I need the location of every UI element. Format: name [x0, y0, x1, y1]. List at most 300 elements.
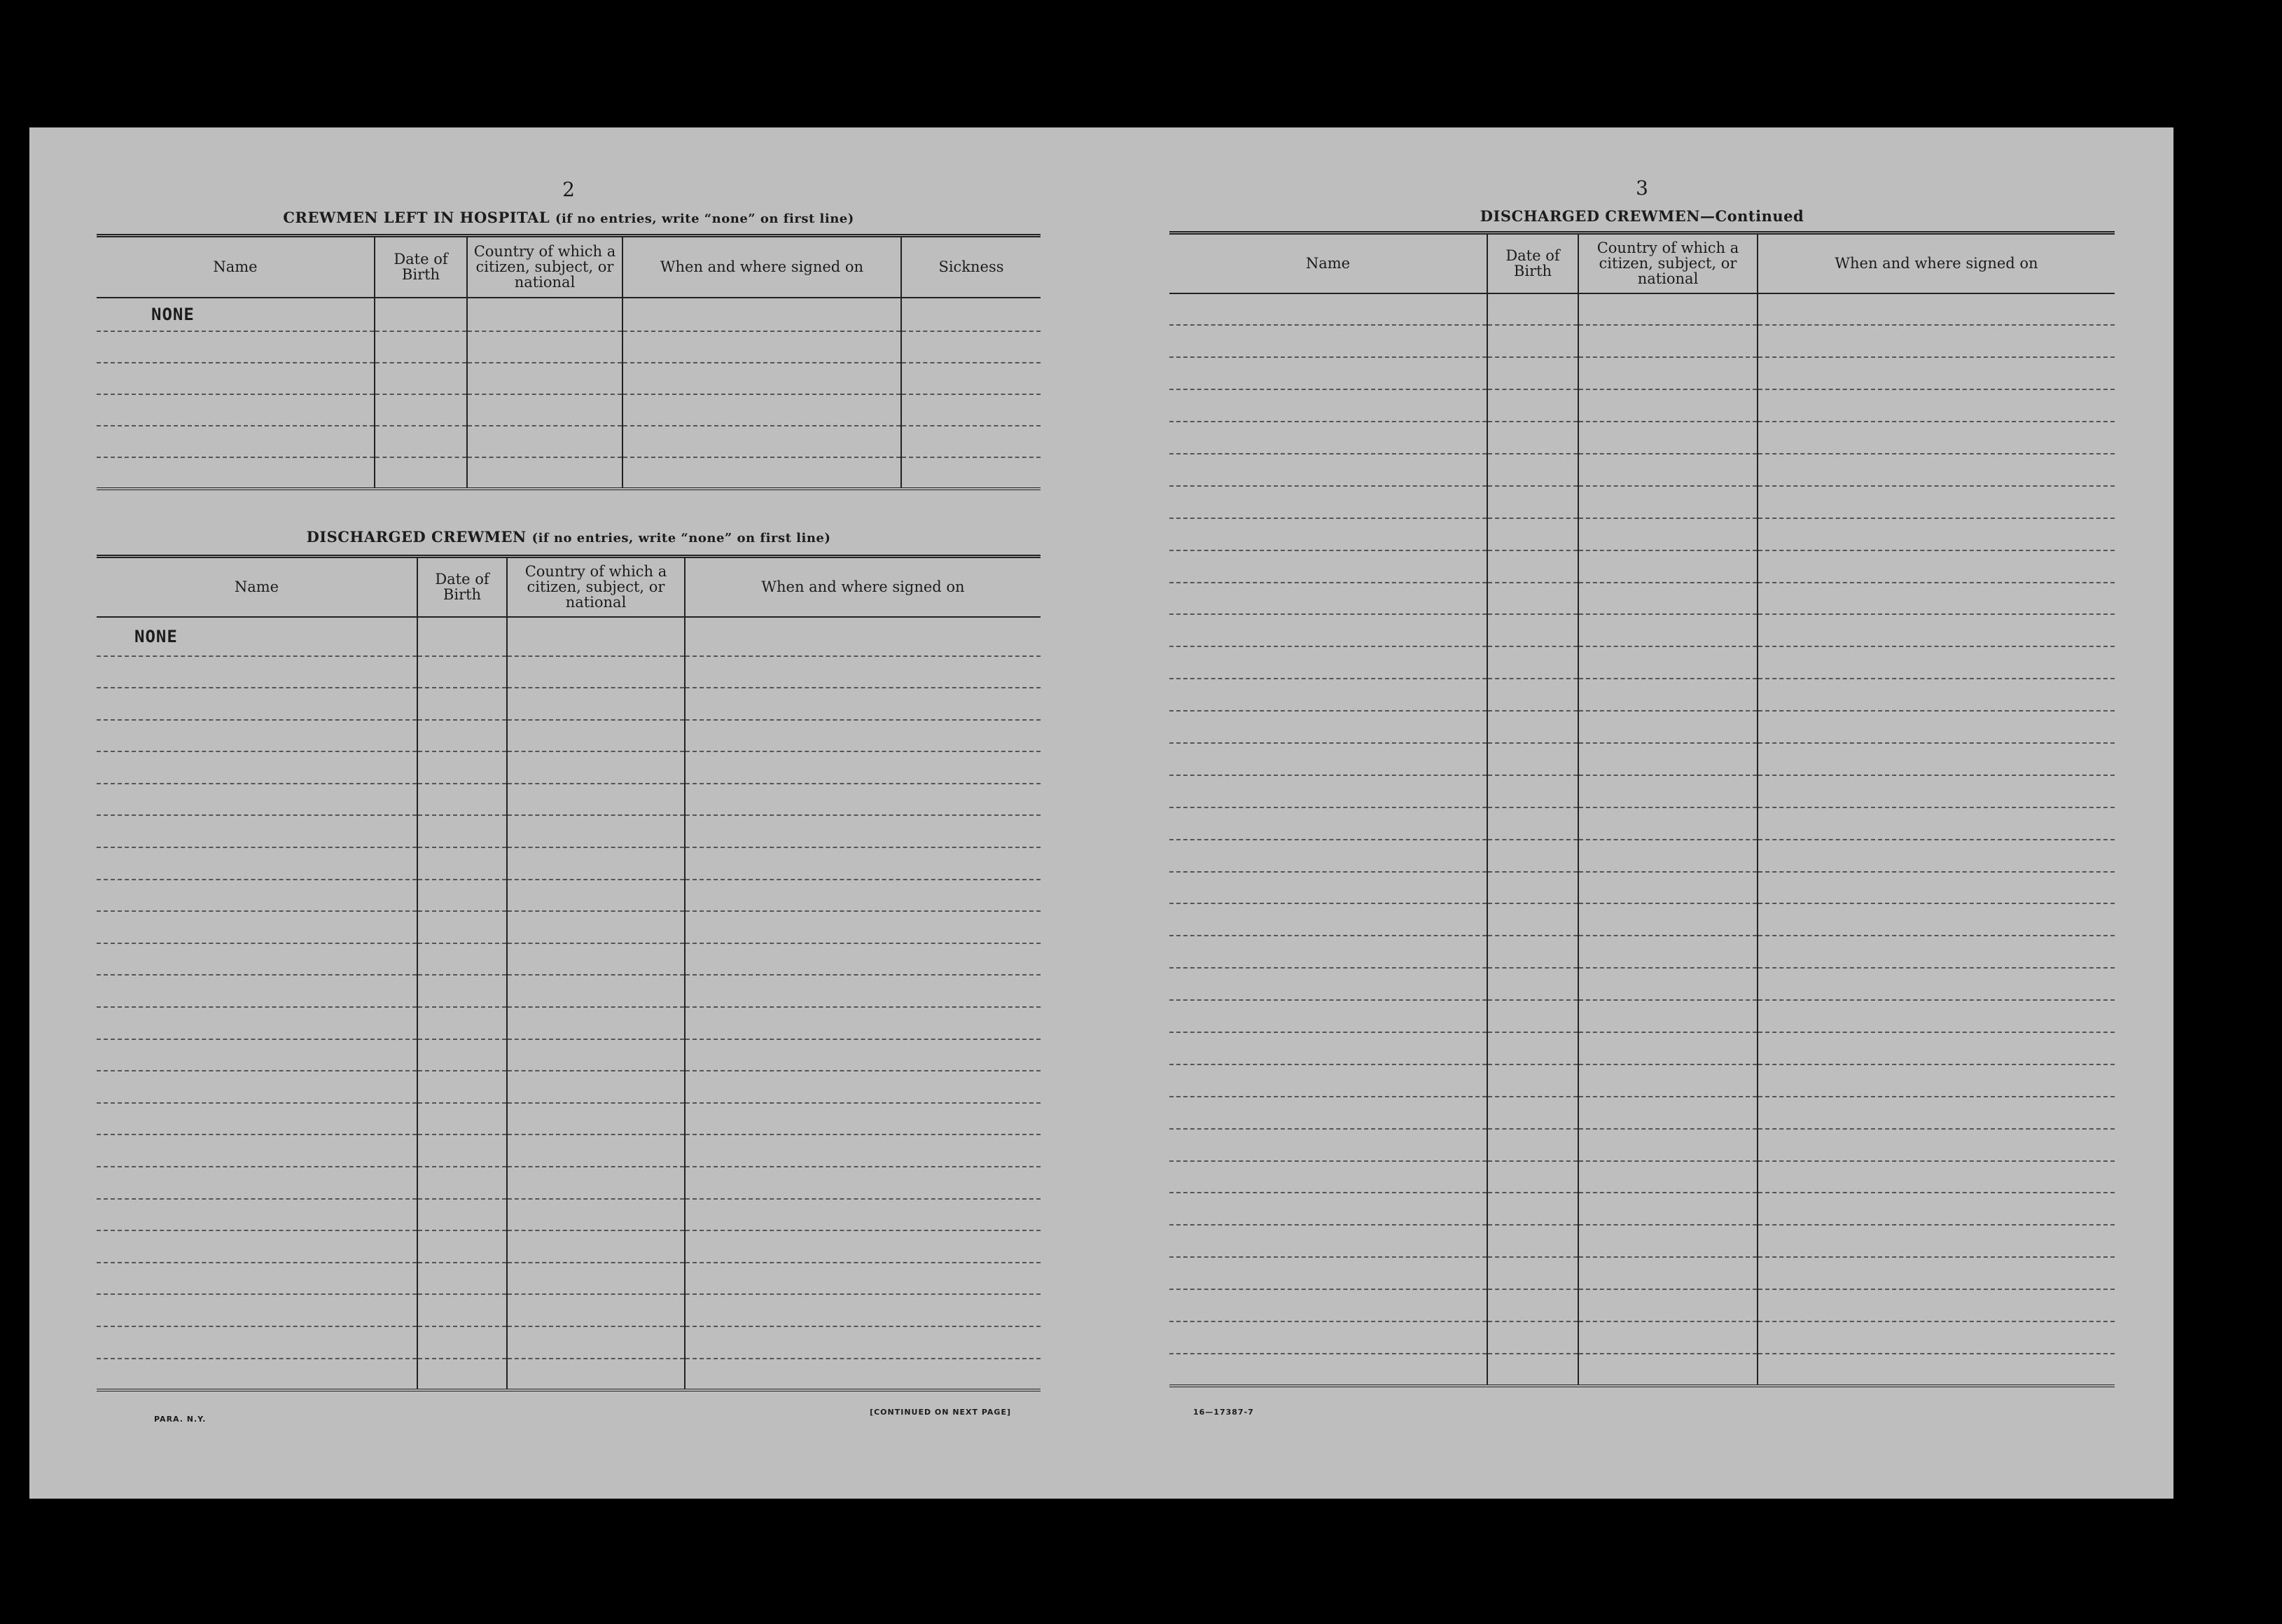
table-cell: [417, 688, 507, 720]
table-cell: [97, 720, 417, 752]
form-number: 16—17387-7: [1193, 1408, 1254, 1417]
table-cell: [97, 847, 417, 880]
table-cell: [467, 298, 622, 331]
table-cell: [1578, 550, 1758, 583]
table-cell: [1487, 1000, 1578, 1032]
table-cell: [1169, 711, 1487, 743]
table-row: [1169, 968, 2115, 1000]
table-cell: [901, 394, 1041, 426]
table-cell: [1487, 1161, 1578, 1193]
table-row: [97, 1326, 1041, 1359]
table-cell: [1758, 1289, 2115, 1321]
table-cell: [1169, 422, 1487, 454]
table-cell: [375, 298, 467, 331]
table-cell: [1758, 968, 2115, 1000]
table-cell: [1578, 1032, 1758, 1064]
table-cell: [97, 363, 375, 394]
table-cell: [685, 911, 1041, 943]
table-cell: [417, 943, 507, 976]
table-row: [1169, 389, 2115, 422]
table-cell: [1578, 936, 1758, 968]
table-cell: [622, 298, 901, 331]
table-row: [97, 1167, 1041, 1199]
table-cell: [1169, 968, 1487, 1000]
table-cell: [1169, 486, 1487, 518]
table-cell: [901, 426, 1041, 457]
table-cell: [1578, 583, 1758, 615]
table-cell: [1578, 518, 1758, 550]
table-cell: [97, 1359, 417, 1391]
discharged-continued-table: [1169, 231, 2115, 1387]
table-cell: [1169, 1129, 1487, 1161]
table-cell: [1758, 903, 2115, 936]
table-cell: [507, 751, 685, 784]
table-cell: [1487, 840, 1578, 872]
table-row: [97, 1134, 1041, 1167]
table-cell: [1487, 293, 1578, 326]
table-cell: [685, 975, 1041, 1007]
table-cell: [507, 1071, 685, 1103]
page-number-left: 2: [562, 178, 575, 201]
table-row: [1169, 1354, 2115, 1386]
table-cell: [507, 911, 685, 943]
table-cell: [97, 1007, 417, 1039]
table-cell: [1169, 614, 1487, 646]
table-cell: [467, 394, 622, 426]
table-cell: [1487, 550, 1578, 583]
table-cell: [97, 815, 417, 847]
table-cell: [1758, 646, 2115, 679]
table-cell: [1578, 1289, 1758, 1321]
table-cell: [901, 457, 1041, 489]
table-row: [1169, 1064, 2115, 1097]
table-cell: [1487, 711, 1578, 743]
table-cell: [1758, 550, 2115, 583]
table-cell: [507, 656, 685, 688]
table-cell: [1758, 518, 2115, 550]
table-row: [1169, 583, 2115, 615]
table-cell: [1578, 1225, 1758, 1257]
table-cell: [1758, 422, 2115, 454]
table-row: [97, 363, 1041, 394]
table-cell: [685, 815, 1041, 847]
table-row: [1169, 936, 2115, 968]
table-cell: [1578, 1000, 1758, 1032]
table-cell: [1169, 743, 1487, 775]
table-cell: [417, 1294, 507, 1326]
hospital-title-text: CREWMEN LEFT IN HOSPITAL: [283, 209, 550, 226]
table-cell: [1169, 1097, 1487, 1129]
table-cell: [1758, 1161, 2115, 1193]
table-row: [97, 784, 1041, 816]
table-cell: [507, 1167, 685, 1199]
table-cell: [507, 1263, 685, 1295]
table-cell: [685, 1134, 1041, 1167]
table-cell: [1169, 357, 1487, 389]
table-row: [1169, 422, 2115, 454]
table-cell: [1758, 1321, 2115, 1354]
table-cell: [1169, 1289, 1487, 1321]
table-cell: [507, 1326, 685, 1359]
table-row: [97, 720, 1041, 752]
table-cell: [1487, 325, 1578, 357]
table-cell: [1758, 389, 2115, 422]
table-cell: [97, 1167, 417, 1199]
table-cell: [507, 1230, 685, 1263]
table-cell: [1578, 1161, 1758, 1193]
table-cell: [1578, 840, 1758, 872]
table-cell: [1758, 1193, 2115, 1225]
discharged-title-text: DISCHARGED CREWMEN: [306, 528, 527, 546]
table-cell: [685, 688, 1041, 720]
table-cell: [1758, 1097, 2115, 1129]
table-cell: [685, 1263, 1041, 1295]
table-cell: [1578, 1193, 1758, 1225]
table-cell: [417, 751, 507, 784]
table-cell: [97, 880, 417, 912]
table-row: [97, 426, 1041, 457]
table-cell: [1487, 968, 1578, 1000]
table-cell: [1169, 1354, 1487, 1386]
table-cell: [467, 363, 622, 394]
table-row: [1169, 1193, 2115, 1225]
table-cell: [1169, 389, 1487, 422]
table-row: [97, 1039, 1041, 1071]
table-cell: [1758, 807, 2115, 840]
name-cell: [97, 298, 375, 331]
table-cell: [1169, 903, 1487, 936]
discharged-header-row: [97, 557, 1041, 617]
col-date-of-birth: Date of Birth: [1487, 233, 1578, 293]
table-cell: [1578, 679, 1758, 711]
manifest-sheet: [29, 127, 2173, 1499]
table-cell: [685, 1039, 1041, 1071]
table-cell: [417, 1039, 507, 1071]
table-row: [1169, 614, 2115, 646]
table-cell: [1487, 518, 1578, 550]
table-cell: [1169, 1257, 1487, 1289]
table-cell: [1487, 1257, 1578, 1289]
table-cell: [1578, 1129, 1758, 1161]
table-cell: [1169, 1032, 1487, 1064]
table-row: [1169, 1257, 2115, 1289]
table-cell: [685, 1007, 1041, 1039]
table-cell: [1578, 422, 1758, 454]
table-row: [1169, 872, 2115, 904]
table-cell: [97, 426, 375, 457]
table-cell: [1758, 454, 2115, 486]
table-cell: [1487, 903, 1578, 936]
table-cell: [1169, 775, 1487, 807]
table-row: [97, 751, 1041, 784]
table-row: [97, 1103, 1041, 1135]
discharged-instruction: (if no entries, write “none” on first line): [531, 531, 831, 546]
table-cell: [1758, 293, 2115, 326]
table-cell: [1169, 936, 1487, 968]
table-row: [97, 298, 1041, 331]
table-row: [1169, 1225, 2115, 1257]
table-cell: [507, 847, 685, 880]
table-cell: [1758, 357, 2115, 389]
table-cell: [97, 784, 417, 816]
table-row: [97, 1359, 1041, 1391]
table-cell: [97, 331, 375, 363]
table-cell: [507, 1007, 685, 1039]
table-cell: [685, 1294, 1041, 1326]
table-cell: [1487, 357, 1578, 389]
hospital-header-row: [97, 236, 1041, 298]
table-cell: [507, 784, 685, 816]
table-cell: [1487, 1193, 1578, 1225]
table-cell: [1578, 775, 1758, 807]
table-row: [1169, 807, 2115, 840]
table-cell: [417, 1199, 507, 1231]
table-cell: [1758, 486, 2115, 518]
table-cell: [1169, 840, 1487, 872]
table-cell: [417, 656, 507, 688]
table-cell: [685, 720, 1041, 752]
col-sickness: Sickness: [901, 236, 1041, 298]
table-row: [1169, 1161, 2115, 1193]
table-cell: [1758, 325, 2115, 357]
table-cell: [507, 1134, 685, 1167]
table-cell: [417, 1071, 507, 1103]
table-cell: [1578, 1257, 1758, 1289]
table-cell: [1578, 293, 1758, 326]
table-cell: [901, 331, 1041, 363]
table-cell: [1578, 968, 1758, 1000]
table-cell: [417, 1103, 507, 1135]
table-cell: [97, 1134, 417, 1167]
table-cell: [1758, 840, 2115, 872]
table-cell: [1487, 583, 1578, 615]
table-cell: [1169, 1161, 1487, 1193]
table-cell: [685, 1103, 1041, 1135]
table-cell: [1169, 1000, 1487, 1032]
table-cell: [467, 331, 622, 363]
table-cell: [1487, 679, 1578, 711]
table-cell: [1758, 1225, 2115, 1257]
hospital-section-title: [97, 209, 1041, 226]
table-cell: [1487, 743, 1578, 775]
table-cell: [375, 331, 467, 363]
table-cell: [417, 720, 507, 752]
table-cell: [1578, 614, 1758, 646]
table-row: [1169, 1129, 2115, 1161]
col-country: Country of which a citizen, subject, or national: [467, 236, 622, 298]
table-row: [1169, 903, 2115, 936]
table-cell: [1169, 1321, 1487, 1354]
table-cell: [97, 1230, 417, 1263]
col-name: Name: [97, 557, 417, 617]
table-row: [97, 975, 1041, 1007]
table-cell: [685, 751, 1041, 784]
table-row: [1169, 840, 2115, 872]
table-row: [97, 1007, 1041, 1039]
table-cell: [1487, 1064, 1578, 1097]
table-cell: [97, 751, 417, 784]
table-cell: [1169, 454, 1487, 486]
table-cell: [1758, 1129, 2115, 1161]
table-cell: [507, 943, 685, 976]
table-cell: [1758, 1000, 2115, 1032]
table-row: [97, 656, 1041, 688]
col-date-of-birth: Date of Birth: [375, 236, 467, 298]
table-cell: [97, 1103, 417, 1135]
table-cell: [507, 617, 685, 656]
table-cell: [622, 426, 901, 457]
table-cell: [1169, 646, 1487, 679]
table-cell: [685, 1326, 1041, 1359]
table-cell: [417, 1359, 507, 1391]
table-row: [1169, 743, 2115, 775]
table-row: [1169, 1289, 2115, 1321]
table-cell: [685, 1167, 1041, 1199]
table-cell: [97, 688, 417, 720]
table-cell: [375, 394, 467, 426]
table-cell: [1758, 936, 2115, 968]
table-cell: [1758, 1257, 2115, 1289]
table-cell: [685, 617, 1041, 656]
col-signed-on: When and where signed on: [622, 236, 901, 298]
table-cell: [1487, 872, 1578, 904]
table-cell: [901, 363, 1041, 394]
table-row: [97, 688, 1041, 720]
table-cell: [1169, 1193, 1487, 1225]
table-cell: [1169, 807, 1487, 840]
table-cell: [1758, 711, 2115, 743]
discharged-continued-header-row: [1169, 233, 2115, 293]
none-entry: NONE: [134, 626, 178, 646]
hospital-instruction: (if no entries, write “none” on first line): [555, 211, 854, 226]
continued-note: [CONTINUED ON NEXT PAGE]: [870, 1408, 1011, 1417]
table-cell: [417, 1007, 507, 1039]
table-cell: [1578, 807, 1758, 840]
table-cell: [97, 943, 417, 976]
table-row: [97, 331, 1041, 363]
table-cell: [685, 656, 1041, 688]
table-cell: [685, 784, 1041, 816]
table-cell: [1169, 583, 1487, 615]
table-cell: [1487, 422, 1578, 454]
table-cell: [507, 1103, 685, 1135]
table-cell: [417, 1263, 507, 1295]
table-row: [97, 1071, 1041, 1103]
table-row: [1169, 1321, 2115, 1354]
table-cell: [507, 720, 685, 752]
table-row: [1169, 486, 2115, 518]
table-row: [97, 1263, 1041, 1295]
table-row: [97, 847, 1041, 880]
table-cell: [1169, 550, 1487, 583]
col-signed-on: When and where signed on: [685, 557, 1041, 617]
table-cell: [1758, 1064, 2115, 1097]
table-cell: [622, 331, 901, 363]
table-cell: [1578, 711, 1758, 743]
table-row: [1169, 1000, 2115, 1032]
table-cell: [1758, 1354, 2115, 1386]
table-cell: [1487, 486, 1578, 518]
table-cell: [1578, 454, 1758, 486]
table-row: [1169, 293, 2115, 326]
table-cell: [1169, 293, 1487, 326]
hospital-table: [97, 234, 1041, 490]
table-cell: [97, 457, 375, 489]
table-cell: [1578, 357, 1758, 389]
table-cell: [1487, 1289, 1578, 1321]
col-signed-on: When and where signed on: [1758, 233, 2115, 293]
table-cell: [507, 1039, 685, 1071]
table-cell: [1758, 583, 2115, 615]
table-cell: [97, 1071, 417, 1103]
table-cell: [685, 847, 1041, 880]
name-cell: [97, 617, 417, 656]
table-cell: [507, 1359, 685, 1391]
col-name: Name: [97, 236, 375, 298]
table-cell: [417, 1326, 507, 1359]
table-cell: [1758, 1032, 2115, 1064]
table-cell: [1487, 389, 1578, 422]
col-name: Name: [1169, 233, 1487, 293]
none-entry: NONE: [151, 304, 195, 324]
table-cell: [417, 617, 507, 656]
table-cell: [1487, 1225, 1578, 1257]
page-number-right: 3: [1636, 176, 1648, 200]
table-cell: [1169, 1064, 1487, 1097]
table-cell: [375, 363, 467, 394]
table-row: [97, 1199, 1041, 1231]
table-cell: [1578, 1354, 1758, 1386]
table-cell: [97, 1326, 417, 1359]
table-row: [1169, 1032, 2115, 1064]
table-row: [1169, 775, 2115, 807]
table-cell: [1758, 614, 2115, 646]
table-cell: [901, 298, 1041, 331]
printer-mark: PARA. N.Y.: [154, 1415, 207, 1424]
table-cell: [375, 426, 467, 457]
table-cell: [507, 880, 685, 912]
table-row: [97, 815, 1041, 847]
table-row: [97, 1230, 1041, 1263]
table-row: [97, 1294, 1041, 1326]
table-cell: [622, 457, 901, 489]
table-cell: [1487, 1032, 1578, 1064]
table-cell: [375, 457, 467, 489]
table-cell: [1169, 325, 1487, 357]
table-row: [1169, 711, 2115, 743]
table-cell: [507, 1294, 685, 1326]
table-cell: [417, 1167, 507, 1199]
table-cell: [622, 394, 901, 426]
table-cell: [1487, 1354, 1578, 1386]
table-cell: [1487, 614, 1578, 646]
table-cell: [467, 457, 622, 489]
table-cell: [1578, 325, 1758, 357]
table-row: [97, 457, 1041, 489]
discharged-table: [97, 555, 1041, 1391]
table-cell: [417, 975, 507, 1007]
table-cell: [1758, 775, 2115, 807]
table-cell: [1487, 807, 1578, 840]
table-cell: [1169, 1225, 1487, 1257]
table-row: [97, 394, 1041, 426]
table-cell: [1578, 646, 1758, 679]
table-cell: [97, 1039, 417, 1071]
table-cell: [1169, 518, 1487, 550]
table-cell: [417, 815, 507, 847]
discharged-continued-title: DISCHARGED CREWMEN—Continued: [1480, 207, 1804, 225]
table-row: [1169, 1097, 2115, 1129]
